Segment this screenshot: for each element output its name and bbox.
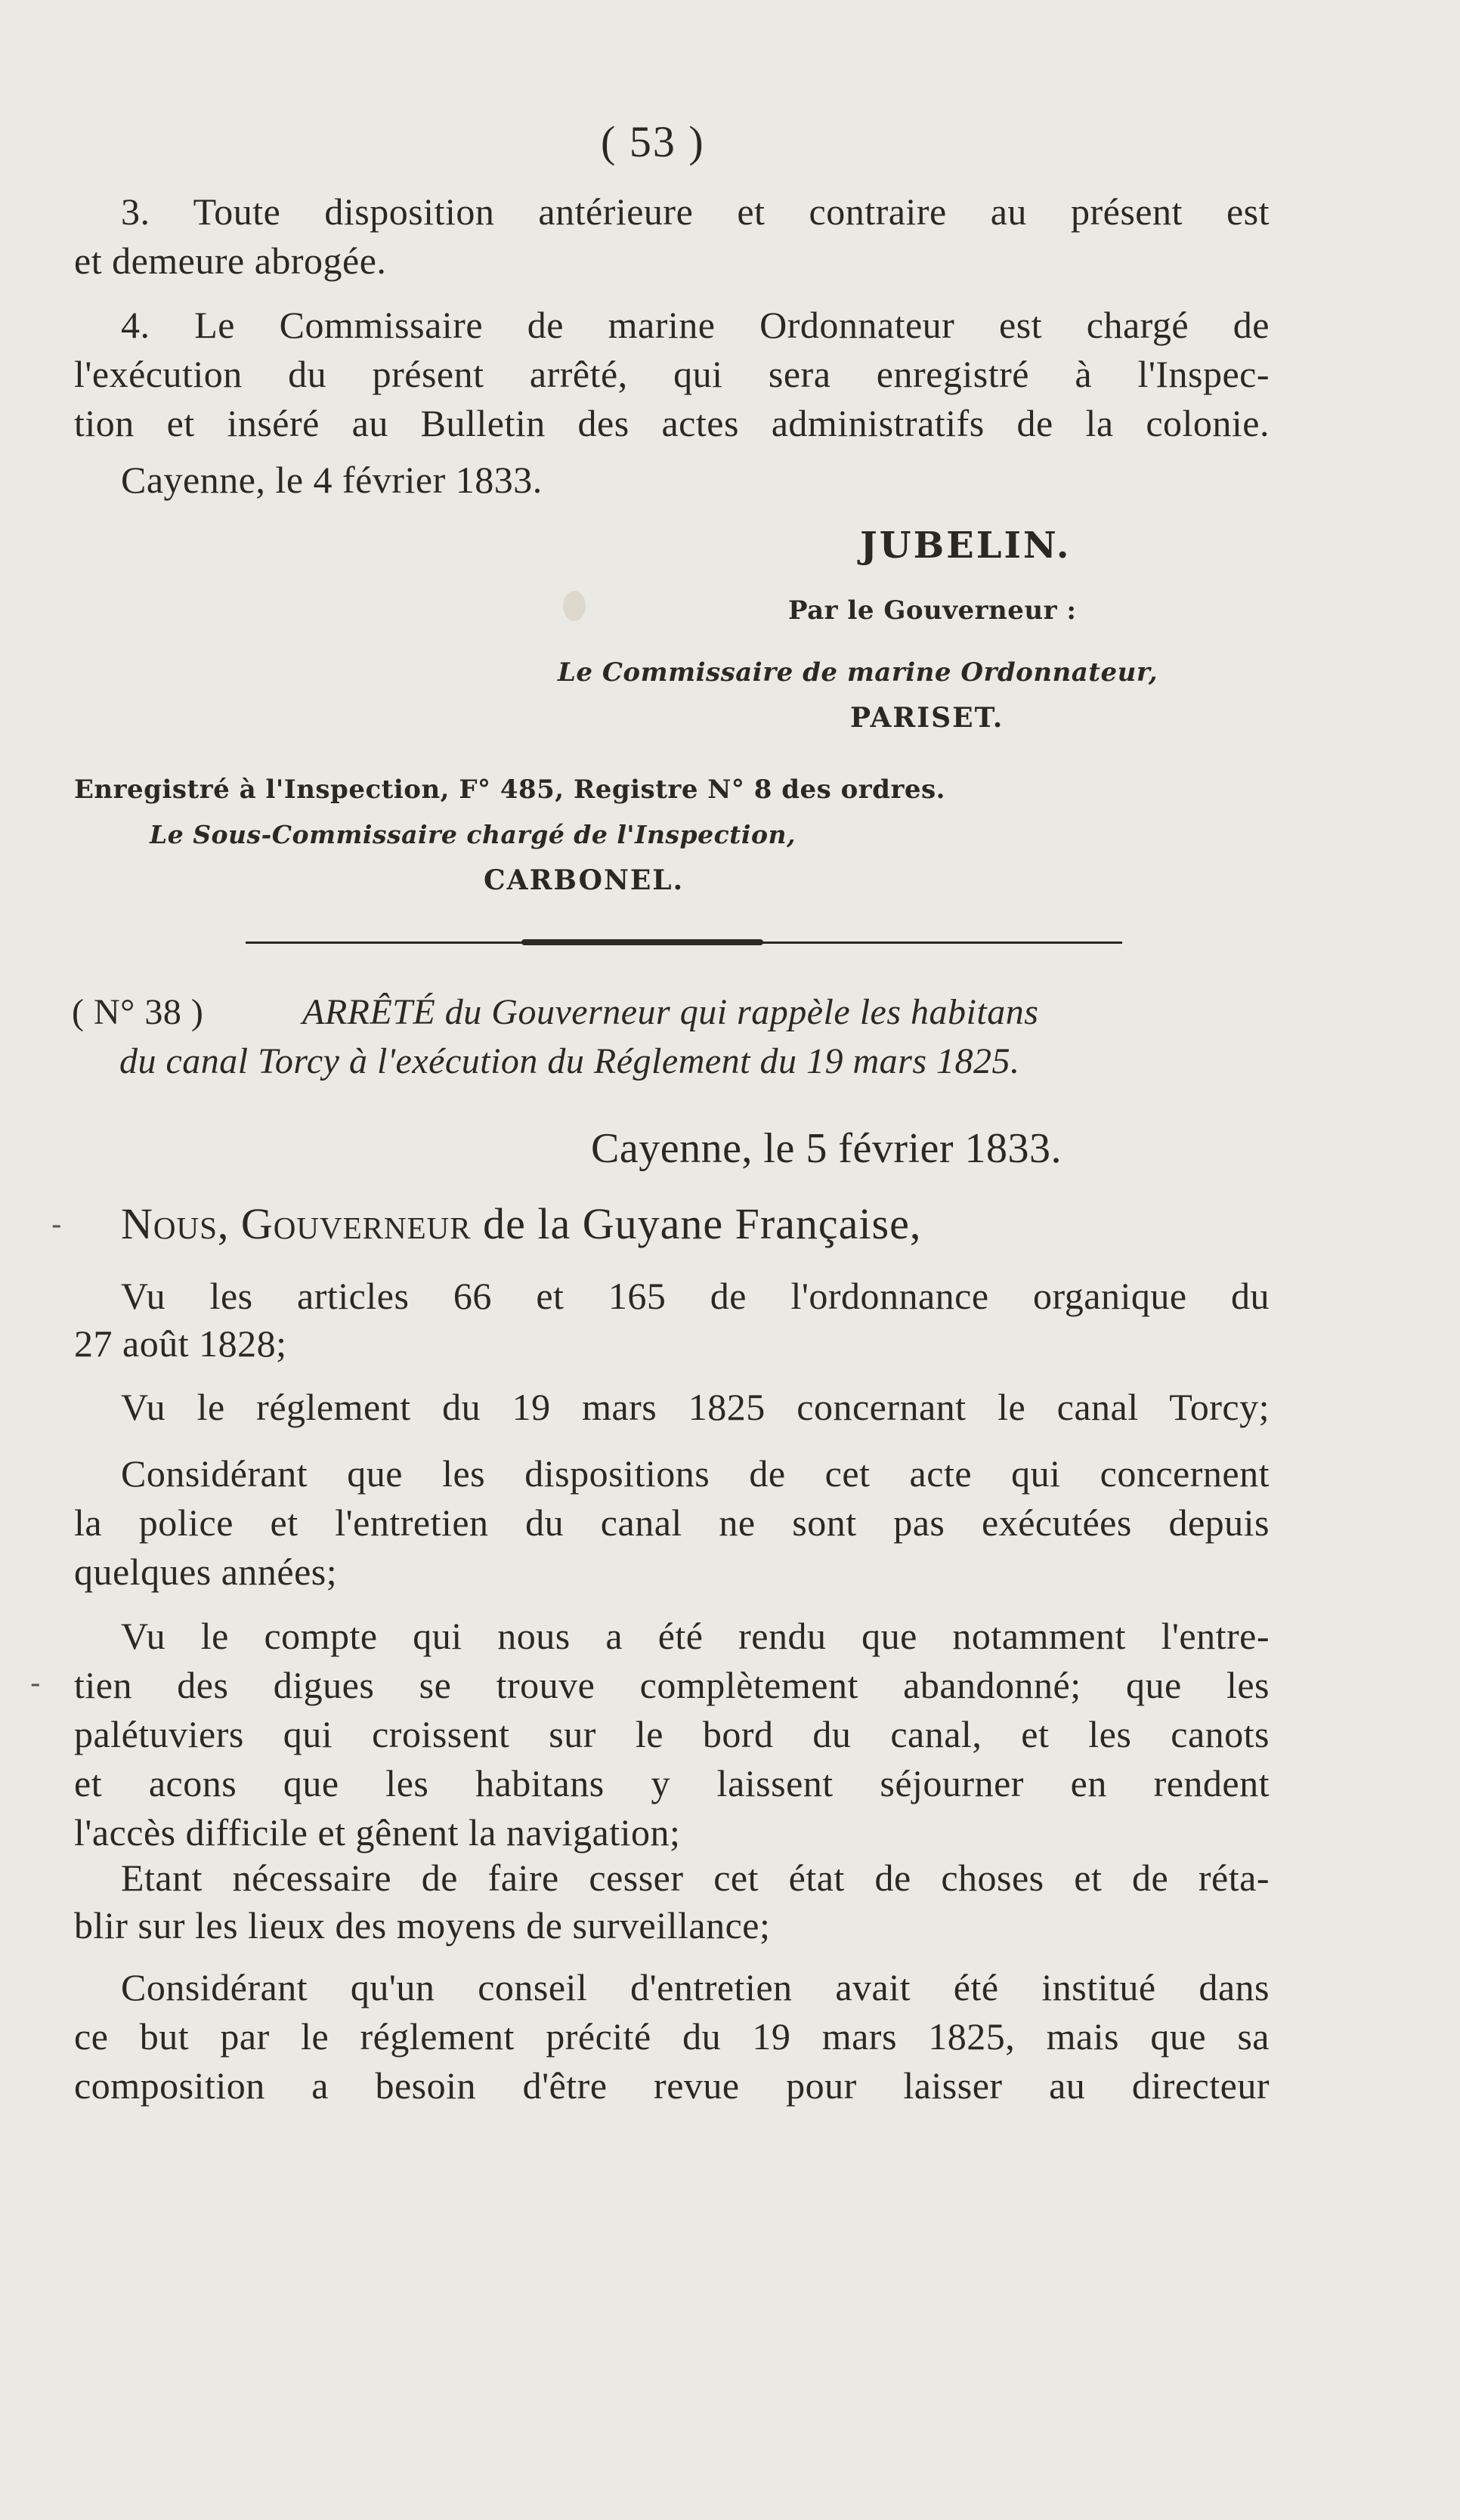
paragraph-6-line-2: ce but par le réglement précité du 19 mars 1825, mais que sa [74, 2015, 1270, 2058]
paragraph-5-line-1: Etant nécessaire de faire cesser cet état de choses et de réta- [121, 1857, 1270, 1899]
paragraph-4-line-4: et acons que les habitans y laissent séjourner en rendent [74, 1762, 1270, 1804]
arrete-title-line-1: ARRÊTÉ du Gouverneur qui rappèle les habitans [302, 992, 1039, 1032]
decree-date: Cayenne, le 4 février 1833. [121, 459, 543, 501]
par-le-gouverneur: Par le Gouverneur : [788, 595, 1077, 626]
margin-dash: - [51, 1207, 62, 1242]
page-number: ( 53 ) [601, 117, 705, 166]
paragraph-3-line-1: Considérant que les dispositions de cet acte qui concernent [121, 1452, 1270, 1495]
article-4-line-2: l'exécution du présent arrêté, qui sera enregistré à l'Inspec- [74, 353, 1270, 395]
article-4-line-3: tion et inséré au Bulletin des actes administratifs de la colonie. [74, 402, 1270, 444]
paragraph-4-line-2: tien des digues se trouve complètement abandonné; que les [74, 1664, 1270, 1706]
sous-commissaire-name: CARBONEL. [484, 864, 685, 896]
paragraph-1-line-2: 27 août 1828; [74, 1322, 287, 1365]
nous-gouverneur-line [121, 1201, 921, 1247]
registration-note: Enregistré à l'Inspection, F° 485, Registre N° 8 des ordres. [74, 775, 945, 805]
paragraph-6-line-1: Considérant qu'un conseil d'entretien avait été institué dans [121, 1966, 1270, 2008]
article-4-line-1: 4. Le Commissaire de marine Ordonnateur est chargé de [121, 304, 1270, 346]
paragraph-3-line-3: quelques années; [74, 1551, 338, 1593]
paper-stain [563, 591, 586, 621]
gouverneur-word: Gouverneur [240, 1199, 472, 1248]
paragraph-2-line-1: Vu le réglement du 19 mars 1825 concernant le canal Torcy; [121, 1386, 1270, 1428]
guyane-phrase: de la Guyane Française, [483, 1199, 922, 1248]
paragraph-5-line-2: blir sur les lieux des moyens de surveillance; [74, 1904, 771, 1946]
commissaire-title: Le Commissaire de marine Ordonnateur, [558, 657, 1158, 688]
paragraph-6-line-3: composition a besoin d'être revue pour laisser au directeur [74, 2064, 1270, 2107]
arrete-date: Cayenne, le 5 février 1833. [591, 1125, 1063, 1172]
arrete-number: ( N° 38 ) [72, 992, 204, 1032]
paragraph-1-line-1: Vu les articles 66 et 165 de l'ordonnance organique du [121, 1275, 1270, 1317]
article-3-line-1: 3. Toute disposition antérieure et contraire au présent est [121, 190, 1270, 233]
section-divider-center [521, 939, 763, 945]
paragraph-3-line-2: la police et l'entretien du canal ne sont pas exécutées depuis [74, 1501, 1270, 1544]
nous-word: Nous, [121, 1199, 230, 1248]
paragraph-4-line-1: Vu le compte qui nous a été rendu que notamment l'entre- [121, 1615, 1270, 1657]
paragraph-4-line-3: palétuviers qui croissent sur le bord du canal, et les canots [74, 1713, 1270, 1755]
arrete-title-line-2: du canal Torcy à l'exécution du Réglement du 19 mars 1825. [119, 1041, 1020, 1081]
margin-dash-2: - [30, 1666, 41, 1701]
sous-commissaire-title: Le Sous-Commissaire chargé de l'Inspection, [150, 820, 796, 849]
article-3-line-2: et demeure abrogée. [74, 240, 387, 282]
signatory-name: JUBELIN. [860, 524, 1072, 567]
paragraph-4-line-5: l'accès difficile et gênent la navigation; [74, 1811, 681, 1854]
commissaire-name: PARISET. [850, 702, 1004, 734]
